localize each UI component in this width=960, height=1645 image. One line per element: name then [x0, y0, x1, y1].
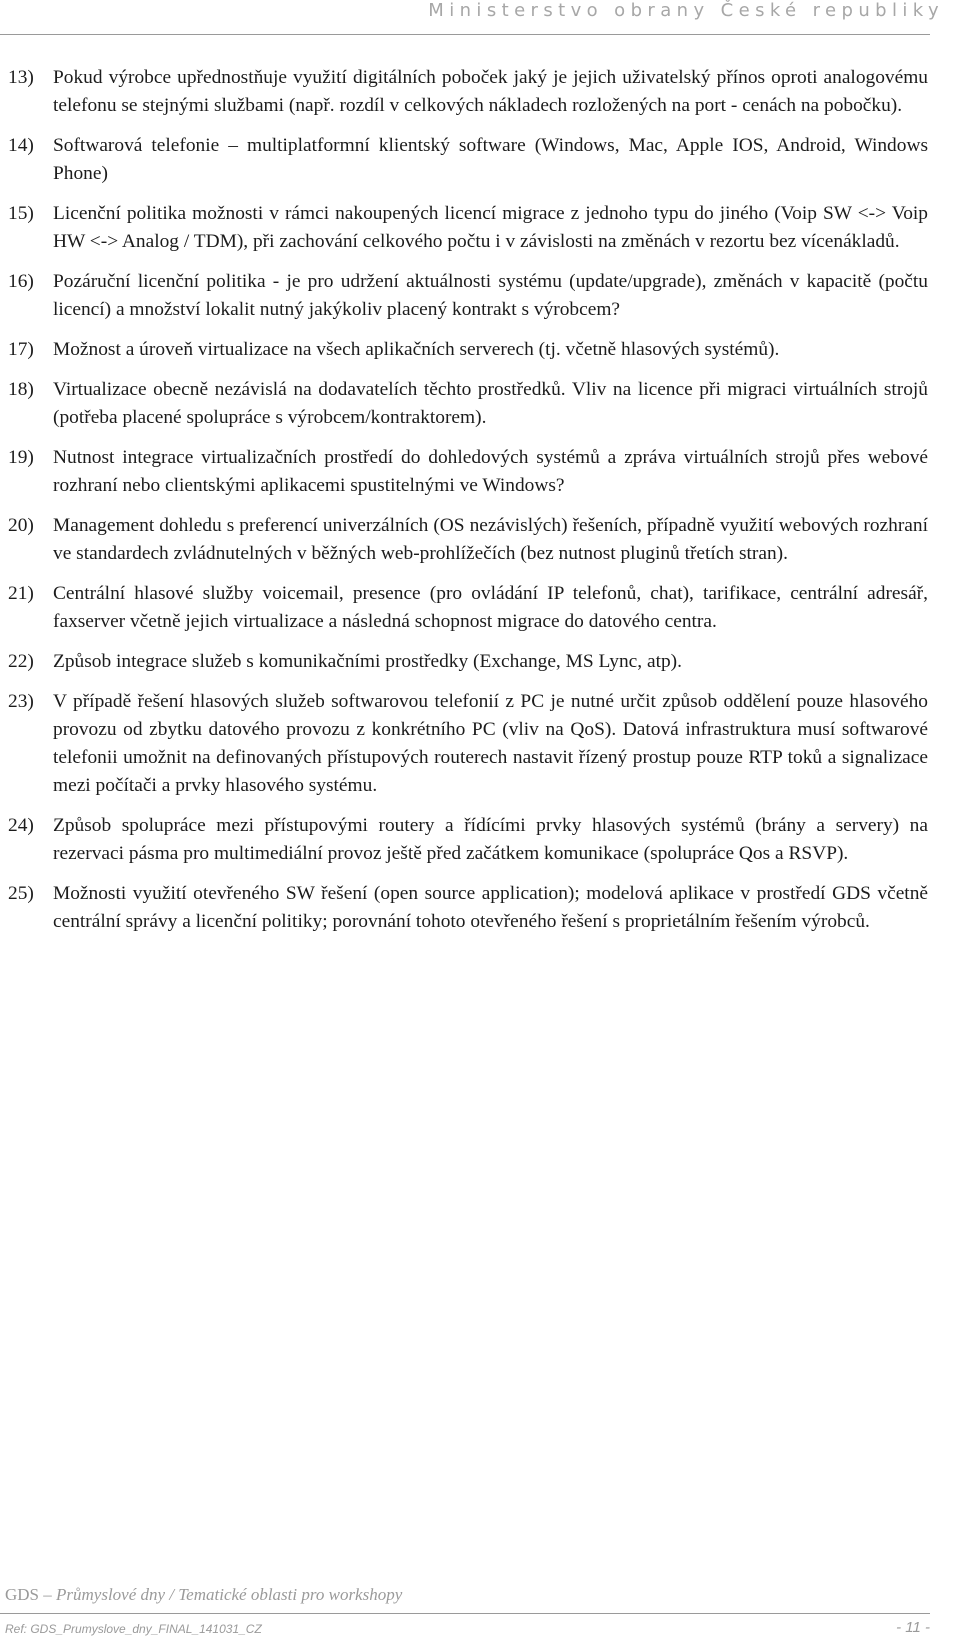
- item-number: 16): [8, 271, 34, 292]
- footer-title: [5, 1585, 402, 1605]
- item-text: V případě řešení hlasových služeb softwarovou telefonií z PC je nutné určit způsob oddělení pouze hlasového provozu od zbytku datového provozu z konkrétního PC (vliv na QoS). Datová infrastruktura musí softwarové telefonii umožnit na definovaných přístupových routerech nastavit řízený prostup pouze RTP toků a signalizace mezi počítači a prvky hlasového systému.: [53, 691, 928, 796]
- item-number: 23): [8, 691, 34, 712]
- item-text: Nutnost integrace virtualizačních prostředí do dohledových systémů a zpráva virtuálních strojů přes webové rozhraní nebo clientskými aplikacemi spustitelnými ve Windows?: [53, 447, 928, 496]
- item-number: 20): [8, 515, 34, 536]
- item-number: 17): [8, 339, 34, 360]
- item-number: 14): [8, 135, 34, 156]
- item-text: Možnost a úroveň virtualizace na všech aplikačních serverech (tj. včetně hlasových systémů).: [53, 339, 780, 360]
- item-text: Možnosti využití otevřeného SW řešení (open source application); modelová aplikace v prostředí GDS včetně centrální správy a licenční politiky; porovnání tohoto otevřeného řešení s proprietálním řešením výrobců.: [53, 883, 928, 932]
- item-text: Způsob integrace služeb s komunikačními prostředky (Exchange, MS Lync, atp).: [53, 651, 682, 672]
- item-text: Pozáruční licenční politika - je pro udržení aktuálnosti systému (update/upgrade), změnách v kapacitě (počtu licencí) a množství lokalit nutný jakýkoliv placený kontrakt s výrobcem?: [53, 271, 928, 320]
- list-item: [8, 268, 928, 324]
- list-item: [8, 444, 928, 500]
- item-number: 19): [8, 447, 34, 468]
- numbered-list: [8, 64, 928, 948]
- list-item: [8, 688, 928, 800]
- footer-reference: Ref: GDS_Prumyslove_dny_FINAL_141031_CZ: [5, 1622, 262, 1636]
- footer-title-separator: –: [39, 1585, 57, 1604]
- item-text: Způsob spolupráce mezi přístupovými routery a řídícími prvky hlasových systémů (brány a servery) na rezervaci pásma pro multimediální provoz ještě před začátkem komunikace (spolupráce Qos a RSVP).: [53, 815, 928, 864]
- list-item: [8, 376, 928, 432]
- item-text: Virtualizace obecně nezávislá na dodavatelích těchto prostředků. Vliv na licence při migraci virtuálních strojů (potřeba placené spolupráce s výrobcem/kontraktorem).: [53, 379, 928, 428]
- footer-title-sub: Průmyslové dny / Tematické oblasti pro workshopy: [56, 1585, 403, 1604]
- item-text: Pokud výrobce upřednostňuje využití digitálních poboček jaký je jejich uživatelský přínos oproti analogovému telefonu se stejnými službami (např. rozdíl v celkových nákladech rozložených na port - cenách na pobočku).: [53, 67, 928, 116]
- item-text: Licenční politika možnosti v rámci nakoupených licencí migrace z jednoho typu do jiného (Voip SW <-> Voip HW <-> Analog / TDM), při zachování celkového počtu i v závislosti na změnách v rezortu bez vícenákladů.: [53, 203, 928, 252]
- footer-title-main: GDS: [5, 1585, 40, 1604]
- item-text: Softwarová telefonie – multiplatformní klientský software (Windows, Mac, Apple IOS, Android, Windows Phone): [53, 135, 928, 184]
- list-item: [8, 64, 928, 120]
- list-item: [8, 648, 928, 676]
- page-header: Ministerstvo obrany České republiky: [428, 0, 944, 21]
- item-text: Centrální hlasové služby voicemail, presence (pro ovládání IP telefonů, chat), tarifikace, centrální adresář, faxserver včetně jejich virtualizace a následná schopnost migrace do datového centra.: [53, 583, 928, 632]
- item-text: Management dohledu s preferencí univerzálních (OS nezávislých) řešeních, případně využití webových rozhraní ve standardech zvládnutelných v běžných web-prohlížečích (bez nutnost pluginů třetích stran).: [53, 515, 928, 564]
- item-number: 18): [8, 379, 34, 400]
- item-number: 22): [8, 651, 34, 672]
- item-number: 13): [8, 67, 34, 88]
- item-number: 24): [8, 815, 34, 836]
- list-item: [8, 880, 928, 936]
- footer-divider: [0, 1613, 930, 1614]
- item-number: 15): [8, 203, 34, 224]
- item-number: 21): [8, 583, 34, 604]
- page-number: - 11 -: [896, 1619, 930, 1636]
- item-number: 25): [8, 883, 34, 904]
- list-item: [8, 132, 928, 188]
- list-item: [8, 200, 928, 256]
- list-item: [8, 812, 928, 868]
- list-item: [8, 580, 928, 636]
- list-item: [8, 512, 928, 568]
- header-divider: [0, 34, 930, 35]
- list-item: [8, 336, 928, 364]
